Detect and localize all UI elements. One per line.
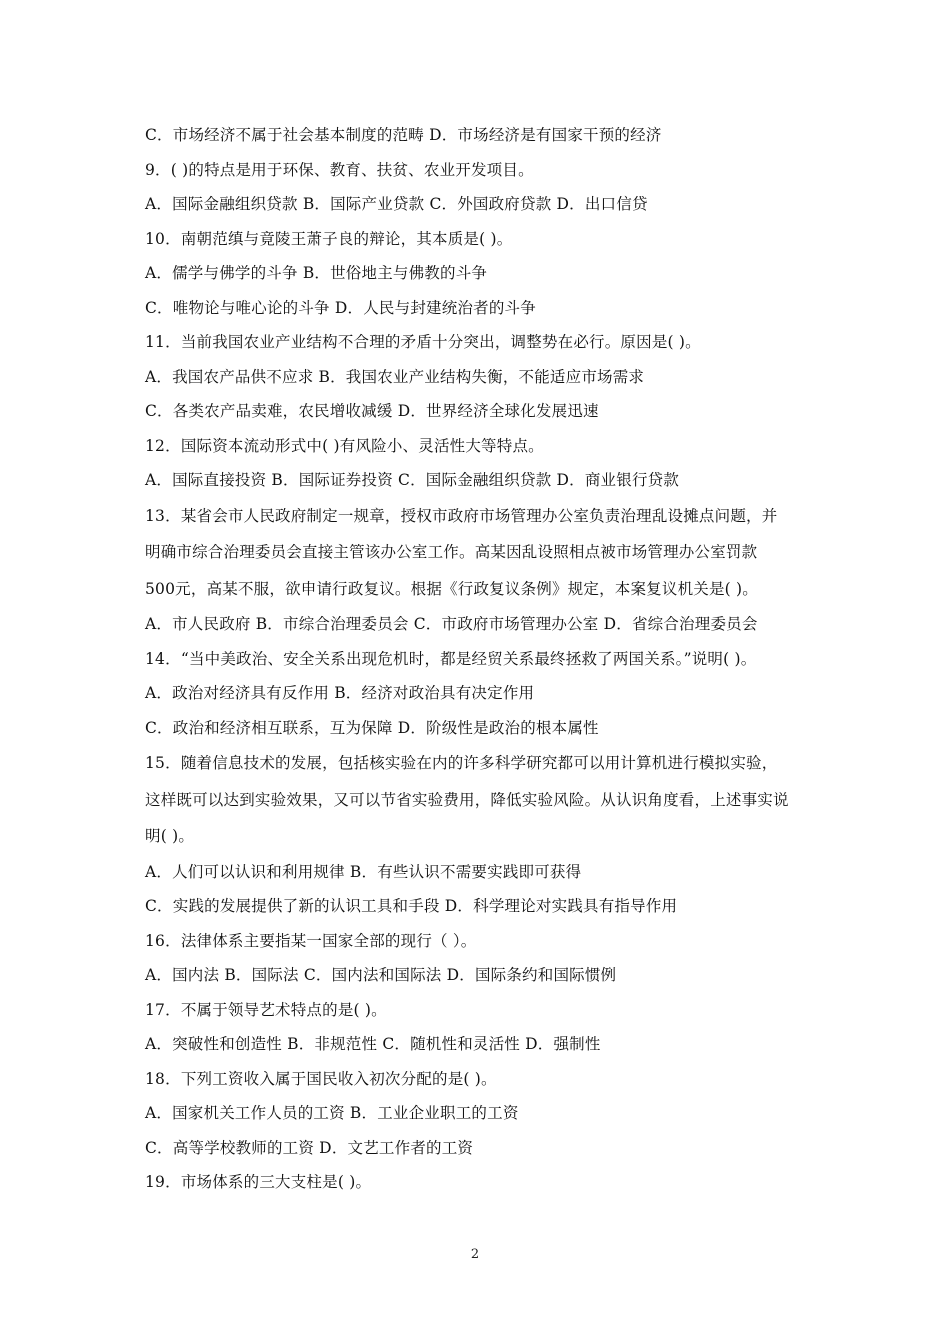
page-body	[145, 118, 810, 1200]
text-line: C．市场经济不属于社会基本制度的范畴 D．市场经济是有国家干预的经济	[145, 126, 662, 144]
question-9: 9．( )的特点是用于环保、教育、扶贫、农业开发项目。	[145, 160, 534, 179]
question-15-options-cd: C．实践的发展提供了新的认识工具和手段 D．科学理论对实践具有指导作用	[145, 897, 678, 915]
question-11: 11．当前我国农业产业结构不合理的矛盾十分突出，调整势在必行。原因是( )。	[145, 333, 701, 351]
question-16-options: A．国内法 B．国际法 C．国内法和国际法 D．国际条约和国际惯例	[145, 966, 617, 984]
question-18-options-cd: C．高等学校教师的工资 D．文艺工作者的工资	[145, 1138, 474, 1157]
question-18-options-ab: A．国家机关工作人员的工资 B．工业企业职工的工资	[145, 1104, 519, 1122]
question-10-options-cd: C．唯物论与唯心论的斗争 D．人民与封建统治者的斗争	[145, 298, 536, 317]
question-12: 12．国际资本流动形式中( )有风险小、灵活性大等特点。	[145, 436, 544, 455]
question-9-options: A．国际金融组织贷款 B．国际产业贷款 C．外国政府贷款 D．出口信贷	[145, 195, 648, 213]
question-10-options-ab: A．儒学与佛学的斗争 B．世俗地主与佛教的斗争	[145, 264, 488, 282]
question-15-line-3: 明( )。	[145, 827, 195, 845]
question-15-line-2: 这样既可以达到实验效果，又可以节省实验费用，降低实验风险。从认识角度看，上述事实说	[145, 790, 789, 809]
question-19: 19．市场体系的三大支柱是( )。	[145, 1173, 372, 1191]
question-18: 18．下列工资收入属于国民收入初次分配的是( )。	[145, 1069, 497, 1088]
question-10: 10．南朝范缜与竟陵王萧子良的辩论，其本质是( )。	[145, 229, 513, 248]
question-16: 16．法律体系主要指某一国家全部的现行（ ）。	[145, 931, 477, 950]
question-13-line-3: 500元，高某不服，欲申请行政复议。根据《行政复议条例》规定，本案复议机关是( )。	[145, 579, 759, 598]
question-17-options: A．突破性和创造性 B．非规范性 C．随机性和灵活性 D．强制性	[145, 1035, 601, 1053]
question-13-line-1: 13．某省会市人民政府制定一规章，授权市政府市场管理办公室负责治理乱设摊点问题，并	[145, 506, 778, 525]
question-13-line-2: 明确市综合治理委员会直接主管该办公室工作。高某因乱设照相点被市场管理办公室罚款	[145, 543, 758, 561]
question-11-options-ab: A．我国农产品供不应求 B．我国农业产业结构失衡，不能适应市场需求	[145, 367, 645, 386]
question-14-options-cd: C．政治和经济相互联系，互为保障 D．阶级性是政治的根本属性	[145, 718, 599, 737]
page-number: 2	[470, 1247, 480, 1262]
question-14: 14．“当中美政治、安全关系出现危机时，都是经贸关系最终拯救了两国关系。”说明( )。	[145, 649, 757, 668]
question-13-options: A．市人民政府 B．市综合治理委员会 C．市政府市场管理办公室 D．省综合治理委员会	[145, 615, 758, 633]
question-17: 17．不属于领导艺术特点的是( )。	[145, 1000, 387, 1019]
question-14-options-ab: A．政治对经济具有反作用 B．经济对政治具有决定作用	[145, 684, 535, 702]
question-12-options: A．国际直接投资 B．国际证券投资 C．国际金融组织贷款 D．商业银行贷款	[145, 471, 680, 489]
question-15-line-1: 15．随着信息技术的发展，包括核实验在内的许多科学研究都可以用计算机进行模拟实验，	[145, 754, 778, 772]
question-15-options-ab: A．人们可以认识和利用规律 B．有些认识不需要实践即可获得	[145, 862, 582, 881]
question-11-options-cd: C．各类农产品卖难，农民增收减缓 D．世界经济全球化发展迅速	[145, 402, 599, 420]
